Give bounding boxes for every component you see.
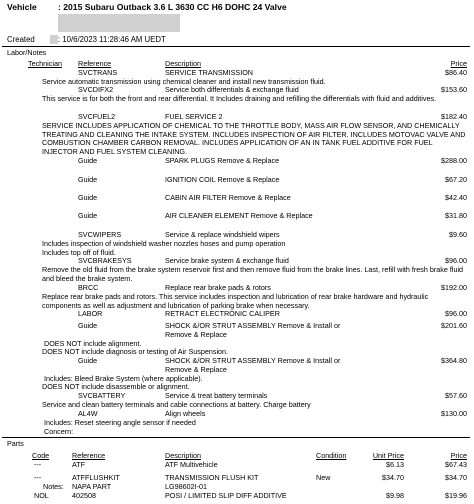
labor-row-reference: SVCFUEL2 [78,112,116,121]
labor-note: Service automatic transmission using chemical cleaner and install new transmission fluid. [42,77,326,86]
parts-row-reference: ATFFLUSHKIT [72,473,120,482]
labor-note: This service is for both the front and rear differential. It Includes draining and refilling the differentials with fluid and additives. [42,94,437,103]
labor-row-reference: LABOR [78,309,103,318]
labor-col-reference: Reference [78,59,112,68]
labor-row-price: $86.40 [445,68,467,77]
parts-row-reference: ATF [72,460,86,469]
created-value: : 10/6/2023 11:28:46 AM UEDT [58,35,166,44]
labor-row-price: $67.20 [445,175,467,184]
parts-row-unit-price: $34.70 [382,473,404,482]
parts-row-code: Notes: [43,482,64,491]
labor-note: SERVICE INCLUDES APPLICATION OF CHEMICAL TO THE THROTTLE BODY, MASS AIR FLOW SENSOR, AND CHEMICALLY TREATING AND CLEANING THE INTAKE SYSTEM. INCLUDES INSPECTION OF AIR FILTER. INCLUDES MOTOVAC VALVE AND COMBUSTION CHAMBER CARBON REMOVAL. INCLUDES APPLICATION OF AN IN TANK FUEL ADDITIVE FOR FUEL INJECTOR AND FUEL SYSTEM CLEANING. [42,121,466,156]
labor-row-price: $153.60 [441,85,467,94]
labor-note: Concern: [44,427,74,436]
labor-row-price: $31.80 [445,211,467,220]
labor-col-price: Price [450,59,467,68]
labor-row-description: AIR CLEANER ELEMENT Remove & Replace [165,211,313,220]
labor-row-price: $182.40 [441,112,467,121]
labor-note: Includes: Bleed Brake System (where applicable). [44,374,203,383]
labor-row-reference: SVCBATTERY [78,391,126,400]
labor-row-price: $364.80 [441,356,467,365]
labor-row-price: $96.00 [445,309,467,318]
parts-section-title: Parts [7,439,24,448]
labor-row-reference: AL4W [78,409,98,418]
labor-note: Replace rear brake pads and rotors. This service includes inspection and lubrication of rear brake hardware and hydraulic components as well as adjustment and lubrication of parking brake when necessary. [42,292,429,310]
labor-row-price: $96.00 [445,256,467,265]
labor-row-reference: Guide [78,211,98,220]
labor-row-reference: SVCDIFX2 [78,85,114,94]
labor-row-description: SERVICE TRANSMISSION [165,68,254,77]
parts-col-description: Description [165,451,201,460]
labor-row-price: $57.60 [445,391,467,400]
labor-note: Remove the old fluid from the brake system reservoir first and then remove fluid from the brake lines. Last, refill with fresh brake fluid and bleed the brake system. [42,265,464,283]
labor-row-reference: Guide [78,321,98,330]
redacted-block [58,14,180,32]
parts-col-code: Code [32,451,50,460]
labor-row-reference: Guide [78,356,98,365]
labor-divider [2,437,470,438]
labor-row-description: Align wheels [165,409,206,418]
labor-note: Includes inspection of windshield washer nozzles hoses and pump operation [42,239,286,248]
parts-row-description: TRANSMISSION FLUSH KIT [165,473,259,482]
parts-row-condition: New [316,473,331,482]
labor-row-description-line2: Remove & Replace [165,365,227,374]
labor-row-description: CABIN AIR FILTER Remove & Replace [165,193,291,202]
labor-row-description: IGNITION COIL Remove & Replace [165,175,280,184]
labor-col-technician: Technician [28,59,62,68]
parts-row-reference: NAPA PART [72,482,112,491]
parts-row-price: $34.70 [445,473,467,482]
parts-row-price: $19.96 [445,491,467,500]
labor-row-reference: Guide [78,156,98,165]
vehicle-label: Vehicle [7,2,37,12]
parts-row-code: --- [34,473,42,482]
labor-row-reference: SVCTRANS [78,68,118,77]
parts-row-description: ATF Multivehicle [165,460,218,469]
labor-row-reference: Guide [78,193,98,202]
parts-row-unit-price: $6.13 [386,460,404,469]
parts-row-reference: 402508 [72,491,96,500]
labor-row-description: Service brake system & exchange fluid [165,256,289,265]
labor-row-price: $201.60 [441,321,467,330]
labor-row-description: FUEL SERVICE 2 [165,112,223,121]
labor-row-description: SHOCK &/OR STRUT ASSEMBLY Remove & Install or [165,321,341,330]
labor-row-price: $288.00 [441,156,467,165]
labor-row-price: $42.40 [445,193,467,202]
header-divider [2,46,470,47]
labor-row-reference: Guide [78,175,98,184]
labor-row-description: Service & treat battery terminals [165,391,268,400]
labor-note: DOES NOT include diagnosis or testing of Air Suspension. [42,347,229,356]
parts-col-condition: Condition [316,451,347,460]
labor-note: DOES NOT include disassemble or alignment. [42,382,190,391]
labor-row-reference: SVCBRAKESYS [78,256,132,265]
vehicle-value: : 2015 Subaru Outback 3.6 L 3630 CC H6 DOHC 24 Valve [58,2,287,12]
labor-row-reference: BRCC [78,283,99,292]
parts-row-code: NOL [34,491,49,500]
labor-section-title: Labor/Notes [7,48,47,57]
labor-row-description-line2: Remove & Replace [165,330,227,339]
labor-row-description: RETRACT ELECTRONIC CALIPER [165,309,280,318]
labor-row-price: $9.60 [449,230,467,239]
parts-row-description: POSI / LIMITED SLIP DIFF ADDITIVE [165,491,287,500]
labor-row-description: Replace rear brake pads & rotors [165,283,271,292]
labor-row-price: $192.00 [441,283,467,292]
labor-row-description: SPARK PLUGS Remove & Replace [165,156,280,165]
parts-row-unit-price: $9.98 [386,491,404,500]
labor-note: Includes: Reset steering angle sensor if needed [44,418,196,427]
parts-row-code: --- [34,460,42,469]
labor-col-description: Description [165,59,201,68]
labor-row-description: SHOCK &/OR STRUT ASSEMBLY Remove & Install or [165,356,341,365]
parts-row-description: LG98602I-01 [165,482,207,491]
parts-col-unit-price: Unit Price [372,451,404,460]
labor-note: Includes top off of fluid. [42,248,116,257]
parts-col-reference: Reference [72,451,106,460]
created-label: Created [7,35,35,44]
labor-note: DOES NOT include alignment. [44,339,142,348]
labor-row-description: Service & replace windshield wipers [165,230,280,239]
parts-col-price: Price [450,451,467,460]
labor-row-reference: SVCWIPERS [78,230,122,239]
labor-row-price: $130.00 [441,409,467,418]
parts-row-price: $67.43 [445,460,467,469]
redacted-mark [50,35,58,44]
labor-note: Service and clean battery terminals and cable connections at battery. Charge battery [42,400,311,409]
labor-row-description: Service both differentials & exchange fluid [165,85,299,94]
